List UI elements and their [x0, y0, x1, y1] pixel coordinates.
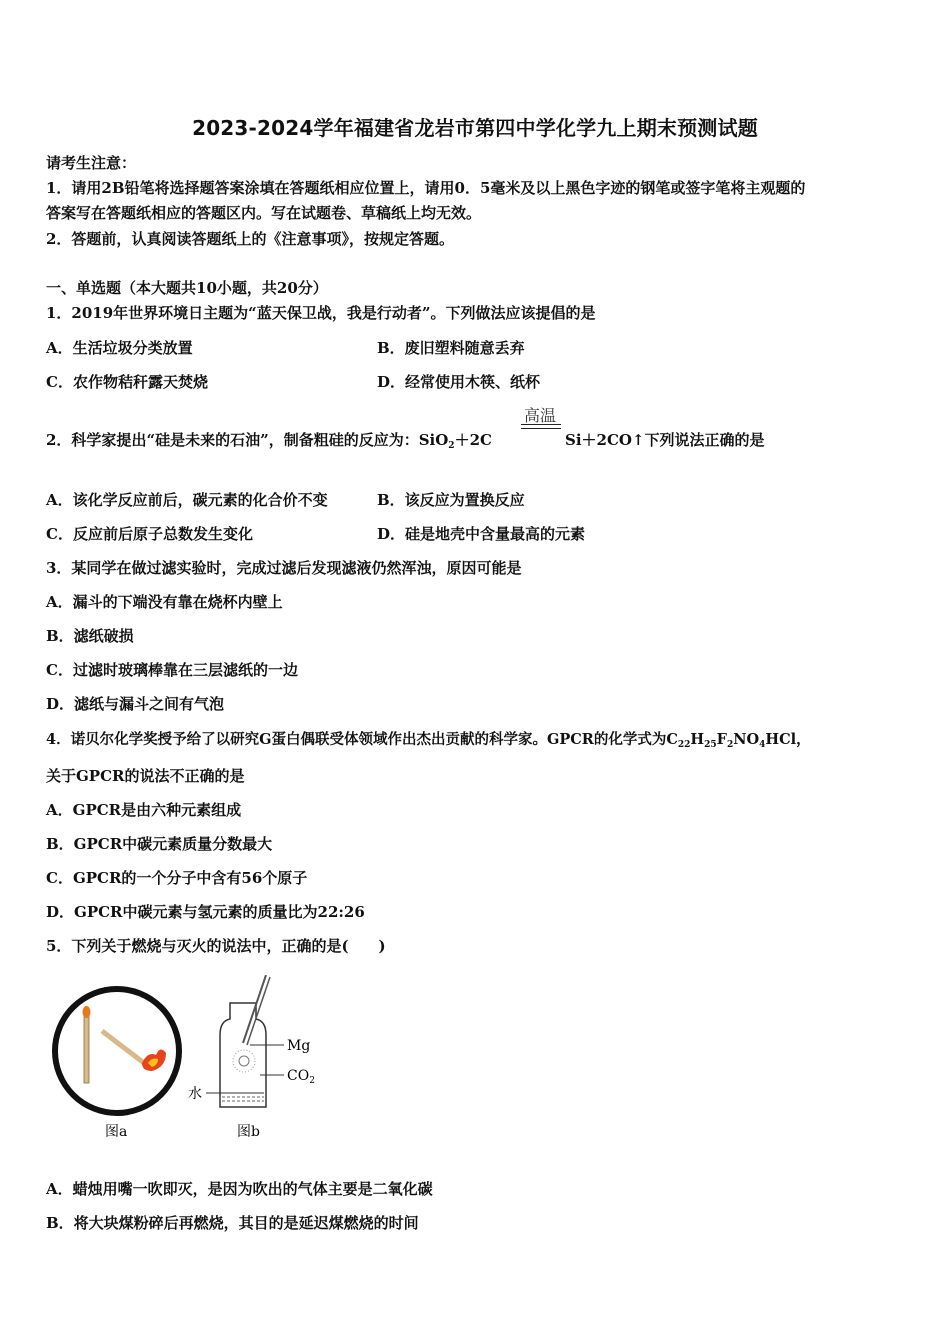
gas-bottle-icon	[220, 1003, 266, 1107]
question-5-stem: 5．下列关于燃烧与灭火的说法中，正确的是( )	[46, 937, 386, 955]
question-3-option-a: A．漏斗的下端没有靠在烧杯内壁上	[46, 593, 283, 611]
question-1-option-c: C．农作物秸秆露天焚烧	[46, 373, 208, 391]
upright-match-icon	[84, 1017, 89, 1083]
question-5-option-b: B．将大块煤粉碎后再燃烧，其目的是延迟煤燃烧的时间	[46, 1214, 419, 1232]
notice-heading: 请考生注意：	[46, 154, 137, 172]
question-4-option-a: A．GPCR是由六种元素组成	[46, 801, 242, 819]
figure-b-bottle-illustration	[206, 975, 284, 1107]
question-1-stem: 1．2019年世界环境日主题为“蓝天保卫战，我是行动者”。下列做法应该提倡的是	[46, 304, 596, 322]
water-label: 水	[188, 1086, 202, 1102]
formula-sub-o: 4	[759, 740, 766, 750]
question-3-option-c: C．过滤时玻璃棒靠在三层滤纸的一边	[46, 661, 298, 679]
formula-f: F	[716, 731, 727, 748]
question-4-option-d: D．GPCR中碳元素与氢元素的质量比为22:26	[46, 903, 365, 921]
question-4-option-b: B．GPCR中碳元素质量分数最大	[46, 835, 273, 853]
question-2-stem-part-2: ＋2C	[454, 431, 492, 449]
reaction-equals-bar-bottom	[521, 428, 561, 429]
formula-h: H	[690, 731, 705, 748]
crucible-tongs-icon	[243, 975, 266, 1043]
question-2-stem-subscript: 2	[448, 441, 455, 451]
magnesium-core-icon	[239, 1056, 249, 1066]
figure-a-caption: 图a	[105, 1124, 128, 1140]
question-2-option-d: D．硅是地壳中含量最高的元素	[377, 525, 586, 543]
question-3-option-d: D．滤纸与漏斗之间有气泡	[46, 695, 225, 713]
question-2-option-c: C．反应前后原子总数发生变化	[46, 525, 253, 543]
question-4-stem-part-1: 4．诺贝尔化学奖授予给了以研究G蛋白偶联受体领域作出杰出贡献的科学家。GPCR的化学式为C	[46, 731, 678, 748]
page-title: 2023-2024学年福建省龙岩市第四中学化学九上期末预测试题	[192, 116, 758, 140]
question-2-stem-part-1: 2．科学家提出“硅是未来的石油”，制备粗硅的反应为：SiO	[46, 431, 449, 449]
question-3-stem: 3．某同学在做过滤实验时，完成过滤后发现滤液仍然浑浊，原因可能是	[46, 559, 522, 577]
reaction-equals-bar-top	[521, 424, 561, 425]
question-5-option-a: A．蜡烛用嘴一吹即灭，是因为吹出的气体主要是二氧化碳	[46, 1180, 433, 1198]
formula-hcl: HCl，	[765, 731, 811, 748]
question-4-stem	[46, 728, 811, 750]
question-2-stem	[46, 429, 492, 451]
question-1-option-b: B．废旧塑料随意丢弃	[377, 339, 525, 357]
co2-label-text: CO	[287, 1068, 310, 1084]
question-4-stem-line-2: 关于GPCR的说法不正确的是	[46, 767, 245, 785]
co2-label	[287, 1068, 315, 1086]
upright-match-flame-icon	[83, 1006, 91, 1018]
question-3-option-b: B．滤纸破损	[46, 627, 134, 645]
section-heading: 一、单选题（本大题共10小题，共20分）	[46, 279, 328, 297]
formula-sub-f: 2	[726, 740, 734, 750]
notice-item-1-line-1: 1．请用2B铅笔将选择题答案涂填在答题纸相应位置上，请用0．5毫米及以上黑色字迹的钢笔或签字笔将主观题的	[46, 179, 806, 197]
formula-no: NO	[733, 731, 760, 748]
question-1-option-d: D．经常使用木筷、纸杯	[377, 373, 541, 391]
figure-a-match-illustration	[55, 989, 179, 1113]
question-5-figure	[44, 975, 334, 1150]
notice-item-2: 2．答题前，认真阅读答题纸上的《注意事项》，按规定答题。	[46, 230, 454, 248]
formula-sub-h: 25	[704, 740, 717, 750]
question-2-option-b: B．该反应为置换反应	[377, 491, 525, 509]
reaction-condition-label: 高温	[524, 406, 557, 425]
mg-label: Mg	[287, 1038, 311, 1054]
question-2-stem-part-3: Si＋2CO↑下列说法正确的是	[565, 431, 765, 449]
co2-label-subscript: 2	[309, 1076, 315, 1086]
tilted-match-icon	[102, 1031, 144, 1063]
notice-item-1-line-2: 答案写在答题纸相应的答题区内。写在试题卷、草稿纸上均无效。	[46, 204, 482, 222]
question-1-option-a: A．生活垃圾分类放置	[46, 339, 193, 357]
question-4-option-c: C．GPCR的一个分子中含有56个原子	[46, 869, 308, 887]
question-2-option-a: A．该化学反应前后，碳元素的化合价不变	[46, 491, 328, 509]
formula-sub-c: 22	[677, 740, 691, 750]
figure-b-caption: 图b	[237, 1124, 260, 1140]
